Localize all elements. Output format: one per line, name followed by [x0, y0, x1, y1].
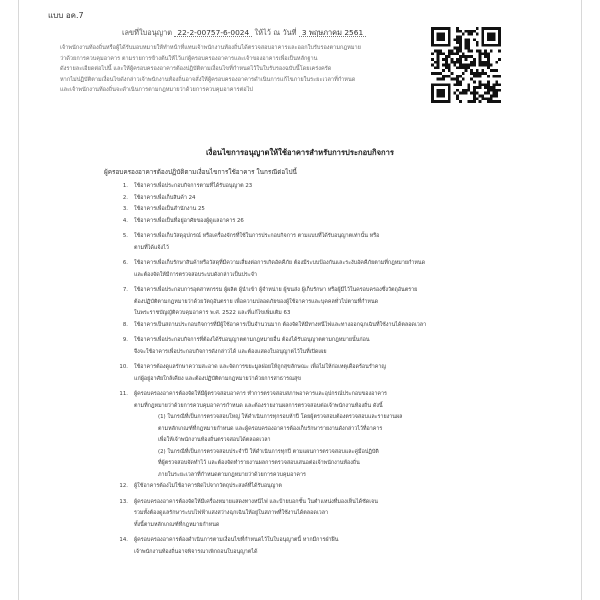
condition-subitem-line: (1) ในกรณีที่เป็นการตรวจสอบใหญ่ ให้ดำเนินการทุกรอบห้าปี โดยผู้ตรวจสอบต้องตรวจสอบและรายงานผล — [158, 414, 403, 420]
conditions-list — [110, 181, 500, 558]
condition-text-line: แก่ผู้อยู่อาศัยใกล้เคียง และต้องปฏิบัติตามกฎหมายว่าด้วยการสาธารณสุข — [134, 375, 301, 382]
condition-item — [110, 497, 500, 532]
condition-number: 13. — [119, 498, 128, 505]
condition-text-line: ผู้ครอบครองอาคารต้องดำเนินการตามเงื่อนไขที่กำหนดไว้ในใบอนุญาตนี้ หากมีการฝ่าฝืน — [134, 537, 339, 543]
permit-label: เลขที่ใบอนุญาต — [122, 28, 173, 37]
condition-number: 5. — [122, 233, 128, 239]
condition-item — [110, 362, 500, 385]
condition-text-line: ใช้อาคารเพื่อเก็บสินค้า 24 — [134, 194, 196, 201]
intro-paragraph — [60, 43, 410, 96]
condition-text-line: รวมทั้งต้องดูแลรักษาระบบไฟฟ้าแสงสว่างฉุกเฉินให้อยู่ในสภาพที่ใช้งานได้ตลอดเวลา — [134, 510, 329, 516]
condition-number: 9. — [122, 337, 128, 343]
condition-item — [110, 231, 500, 254]
condition-number: 7. — [122, 287, 128, 293]
condition-subitem-line: ภายในระยะเวลาที่กำหนดตามกฎหมายว่าด้วยการควบคุมอาคาร — [158, 471, 306, 478]
condition-number: 6. — [122, 260, 128, 266]
condition-text-line: ต้องปฏิบัติตามกฎหมายว่าด้วยวัตถุอันตราย เพื่อความปลอดภัยของผู้ใช้อาคารและบุคคลทั่วไปตามที่กำหนด — [134, 298, 379, 305]
page-edge-right — [581, 0, 582, 600]
condition-item — [110, 193, 500, 205]
intro-line: และเจ้าพนักงานท้องถิ่นจะดำเนินการตามกฎหมายว่าด้วยการควบคุมอาคารต่อไป — [60, 87, 253, 93]
condition-text-line: ใช้อาคารเพื่อประกอบกิจการที่ต้องได้รับอนุญาตตามกฎหมายอื่น ต้องได้รับอนุญาตตามกฎหมายนั้นก่อน — [134, 337, 370, 343]
condition-text-line: ใช้อาคารเพื่อเก็บวัสดุอุปกรณ์ หรือเครื่องจักรที่ใช้ในการประกอบกิจการ ตามแบบที่ได้รับอนุญาตเท่านั้น หรือ — [134, 233, 380, 239]
condition-number: 3. — [122, 206, 128, 212]
permit-number: 22-2-00757-6-0024 — [174, 29, 252, 37]
condition-item — [110, 481, 500, 493]
condition-text-line: ใช้อาคารเพื่อเป็นที่อยู่อาศัยของผู้ดูแลอาคาร 26 — [134, 217, 244, 224]
condition-subitem — [148, 412, 500, 447]
condition-text-line: ใช้อาคารต้องดูแลรักษาความสะอาด และจัดการขยะมูลฝอยให้ถูกสุขลักษณะ เพื่อไม่ให้ก่อเหตุเดือดร้อนรำคาญ — [134, 364, 386, 370]
condition-text-line: จึงจะใช้อาคารเพื่อประกอบกิจการดังกล่าวได้ และต้องแสดงใบอนุญาตไว้ในที่เปิดเผย — [134, 348, 327, 355]
issue-date: 3 พฤษภาคม 2561 — [299, 29, 366, 37]
condition-item — [110, 535, 500, 558]
condition-subitem-line: ตามหลักเกณฑ์ที่กฎหมายกำหนด และผู้ครอบครองอาคารต้องเก็บรักษารายงานดังกล่าวไว้ที่อาคาร — [158, 425, 383, 432]
condition-number: 10. — [119, 364, 128, 370]
condition-item — [110, 335, 500, 358]
condition-text-line: ผู้ครอบครองอาคารต้องจัดให้มีผู้ตรวจสอบอาคาร ทำการตรวจสอบสภาพอาคารและอุปกรณ์ประกอบของอาคาร — [134, 391, 387, 397]
condition-text-line: ใช้อาคารเพื่อประกอบกิจการตามที่ได้รับอนุญาต 23 — [134, 183, 253, 189]
date-label: ให้ไว้ ณ วันที่ — [254, 28, 297, 37]
condition-number: 8. — [122, 321, 128, 328]
condition-text-line: ใช้อาคารเพื่อประกอบการอุตสาหกรรม ผู้ผลิต ผู้นำเข้า ผู้จำหน่าย ผู้ขนส่ง ผู้เก็บรักษา หรือผู้มีไว้ในครอบครองซึ่งวัตถุอันตราย — [134, 287, 418, 293]
conditions-title: เงื่อนไขการอนุญาตให้ใช้อาคารสำหรับการประกอบกิจการ — [206, 148, 394, 157]
condition-item — [110, 258, 500, 281]
condition-text-line: ใช้อาคารเป็นสถานประกอบกิจการที่มีผู้ใช้อาคารเป็นจำนวนมาก ต้องจัดให้มีทางหนีไฟและทางออกฉุกเฉินที่ใช้งานได้ตลอดเวลา — [134, 321, 427, 328]
page-edge-left — [18, 0, 19, 600]
condition-text-line: และต้องจัดให้มีการตรวจสอบระบบดังกล่าวเป็นประจำ — [134, 271, 257, 278]
condition-text-line: เจ้าพนักงานท้องถิ่นอาจพิจารณาเพิกถอนใบอนุญาตได้ — [134, 548, 258, 555]
condition-text-line: ทั้งนี้ตามหลักเกณฑ์ที่กฎหมายกำหนด — [134, 521, 220, 528]
condition-item — [110, 216, 500, 228]
condition-subitem — [148, 447, 500, 482]
condition-text-line: ใช้อาคารเพื่อเก็บรักษาสินค้าหรือวัสดุที่มีความเสี่ยงต่อการเกิดอัคคีภัย ต้องมีระบบป้องกันและระงับอัคคีภัยตามที่กฎหมายกำหนด — [134, 260, 426, 266]
condition-item — [110, 204, 500, 216]
condition-text-line: ตามที่ได้แจ้งไว้ — [134, 244, 169, 251]
condition-number: 1. — [122, 183, 128, 189]
intro-line: เจ้าพนักงานท้องถิ่นหรือผู้ได้รับมอบหมายให้ทำหน้าที่แทนเจ้าพนักงานท้องถิ่นได้ตรวจสอบอาคารและออกใบรับรองตามกฎหมาย — [60, 45, 361, 51]
conditions-lead: ผู้ครอบครองอาคารต้องปฏิบัติตามเงื่อนไขการใช้อาคาร ในกรณีต่อไปนี้ — [104, 168, 297, 176]
intro-line: ว่าด้วยการควบคุมอาคาร ตามรายการข้างต้นให้ไว้แก่ผู้ครอบครองอาคารและเจ้าของอาคารเพื่อเป็นหลักฐาน — [60, 55, 318, 62]
condition-number: 4. — [122, 217, 128, 224]
condition-item — [110, 181, 500, 193]
condition-text-line: ผู้ใช้อาคารต้องไม่ใช้อาคารผิดไปจากวัตถุประสงค์ที่ได้รับอนุญาต — [134, 483, 282, 489]
condition-text-line: ใช้อาคารเพื่อเป็นสำนักงาน 25 — [134, 206, 205, 212]
condition-number: 14. — [119, 537, 128, 543]
qr-code-icon — [431, 27, 501, 103]
permit-header — [122, 29, 414, 37]
condition-item — [110, 320, 500, 332]
condition-item — [110, 389, 500, 481]
condition-sublist — [134, 412, 500, 481]
condition-subitem-line: เพื่อให้เจ้าพนักงานท้องถิ่นตรวจสอบได้ตลอดเวลา — [158, 437, 271, 443]
condition-text-line: ในพระราชบัญญัติควบคุมอาคาร พ.ศ. 2522 และที่แก้ไขเพิ่มเติม 63 — [134, 310, 291, 316]
condition-item — [110, 285, 500, 320]
condition-number: 11. — [119, 391, 128, 397]
condition-number: 12. — [119, 483, 128, 489]
condition-subitem-line: ที่ผู้ตรวจสอบจัดทำไว้ และต้องจัดทำรายงานผลการตรวจสอบเสนอต่อเจ้าพนักงานท้องถิ่น — [158, 460, 360, 466]
condition-text-line: ตามที่กฎหมายว่าด้วยการควบคุมอาคารกำหนด และต้องรายงานผลการตรวจสอบต่อเจ้าพนักงานท้องถิ่น ดังนี้ — [134, 402, 383, 409]
intro-line: ดังรายละเอียดต่อไปนี้ และให้ผู้ครอบครองอาคารต้องปฏิบัติตามเงื่อนไขที่กำหนดไว้ในใบรับรองฉบับนี้โดยเคร่งครัด — [60, 66, 332, 72]
condition-number: 2. — [122, 194, 128, 201]
form-code: แบบ อค.7 — [48, 11, 84, 20]
condition-subitem-line: (2) ในกรณีที่เป็นการตรวจสอบประจำปี ให้ดำเนินการทุกปี ตามแผนการตรวจสอบและคู่มือปฏิบัติ — [158, 448, 379, 455]
intro-line: หากไม่ปฏิบัติตามเงื่อนไขดังกล่าวเจ้าพนักงานท้องถิ่นอาจสั่งให้ผู้ครอบครองอาคารดำเนินการแก้ไขภายในระยะเวลาที่กำหนด — [60, 76, 356, 83]
condition-text-line: ผู้ครอบครองอาคารต้องจัดให้มีเครื่องหมายแสดงทางหนีไฟ และป้ายบอกชั้น ในตำแหน่งที่มองเห็นได้ชัดเจน — [134, 498, 378, 505]
